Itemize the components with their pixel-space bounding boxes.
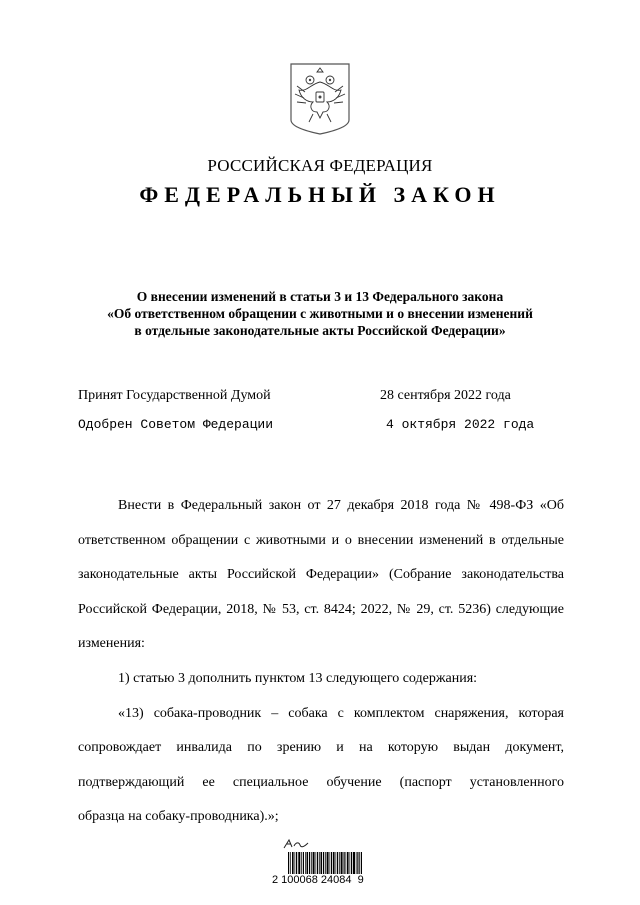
law-title-line: в отдельные законодательные акты Российской Федерации» (134, 323, 506, 338)
barcode-number: 2 100068 24084 9 (272, 874, 364, 886)
council-label: Одобрен Советом Федерации (78, 417, 274, 432)
body-paragraph: Внести в Федеральный закон от 27 декабря 2018 года № 498-ФЗ «Об ответственном обращении с животными и о внесении изменений в отдельные законодательные акты Российской Федерации» (Собрание законодательства Российской Федерации, 2018, № 53, ст. 8424; 2022, № 29, ст. 5236) следующие изменения: (78, 498, 564, 652)
quote-line: подтверждающий ее специальное обучение (паспорт установленного (78, 774, 564, 790)
duma-date: 28 сентября 2022 года (380, 388, 511, 403)
adoption-duma-row (78, 388, 568, 404)
law-title-line: О внесении изменений в статьи 3 и 13 Федерального закона (136, 289, 504, 304)
law-title-line: «Об ответственном обращении с животными и о внесении изменений (107, 306, 533, 321)
adoption-council-row (78, 417, 568, 432)
law-title (40, 288, 600, 339)
quote-line: «13) собака-проводник – собака с комплектом снаряжения, которая (118, 705, 564, 721)
country-heading: РОССИЙСКАЯ ФЕДЕРАЦИЯ (207, 156, 433, 175)
barcode-image (288, 852, 362, 874)
quote-line: сопровождает инвалида по зрению и на которую выдан документ, (78, 740, 564, 756)
law-body (78, 489, 564, 835)
amendment-item: 1) статью 3 дополнить пунктом 13 следующего содержания: (118, 670, 478, 686)
handwritten-initials-mark (282, 838, 310, 850)
russian-coat-of-arms-emblem (289, 62, 351, 136)
document-type-heading: ФЕДЕРАЛЬНЫЙ ЗАКОН (139, 182, 501, 207)
quote-line: образца на собаку-проводника).»; (78, 809, 279, 825)
council-date: 4 октября 2022 года (386, 417, 535, 432)
duma-label: Принят Государственной Думой (78, 388, 271, 403)
